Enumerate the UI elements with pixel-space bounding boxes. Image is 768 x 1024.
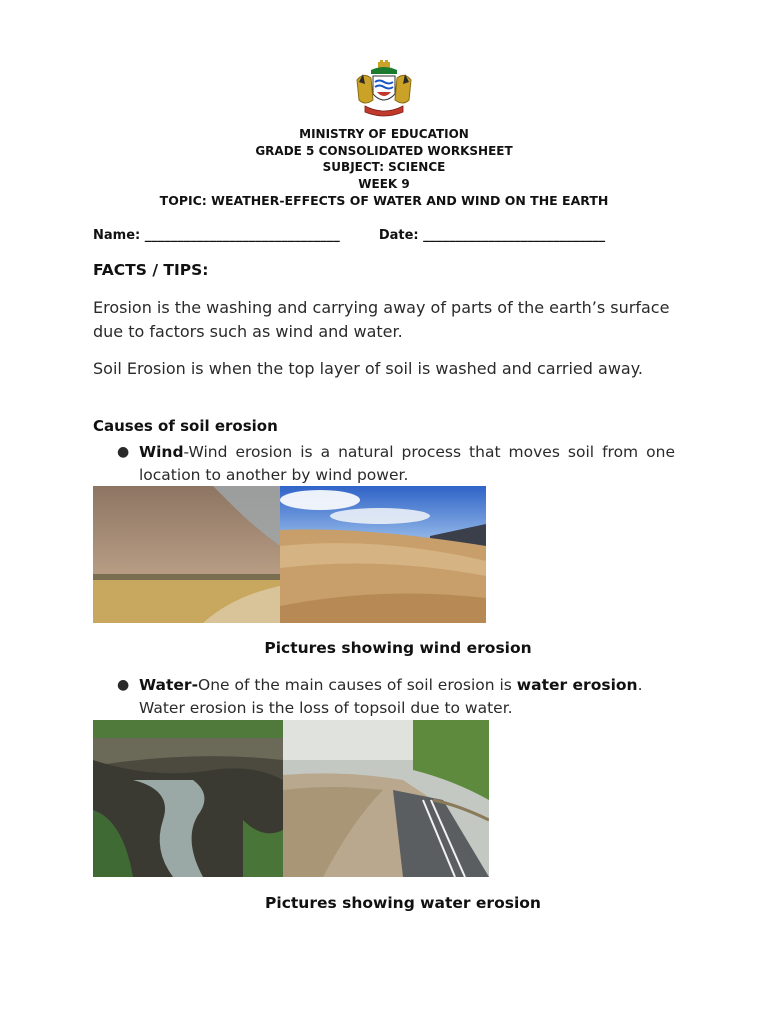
wind-term: Wind (139, 443, 184, 461)
date-field[interactable]: ____________________________ (423, 228, 606, 243)
water-bullet (117, 674, 675, 720)
dust-storm-photo (93, 486, 280, 623)
soil-erosion-definition: Soil Erosion is when the top layer of soil is washed and carried away. (93, 359, 643, 378)
water-description-a: One of the main causes of soil erosion is (198, 676, 517, 694)
week-line: WEEK 9 (358, 177, 410, 191)
subject-line: SUBJECT: SCIENCE (322, 160, 446, 174)
water-erosion-term: water erosion (516, 676, 638, 694)
bullet-icon: ● (117, 677, 130, 693)
name-label: Name: (93, 228, 141, 243)
date-label: Date: (378, 228, 419, 243)
worksheet-title: GRADE 5 CONSOLIDATED WORKSHEET (255, 144, 513, 158)
water-caption: Pictures showing water erosion (265, 894, 541, 912)
ministry-title: MINISTRY OF EDUCATION (299, 127, 469, 141)
wind-description: -Wind erosion is a natural process that moves soil from one location to another by wind power. (139, 443, 675, 484)
water-description-b: . Water erosion is the loss of topsoil due to water. (139, 676, 643, 717)
causes-heading: Causes of soil erosion (93, 417, 278, 435)
erosion-definition: Erosion is the washing and carrying away of parts of the earth’s surface due to factors such as wind and water. (93, 298, 670, 341)
bullet-icon: ● (117, 444, 130, 460)
topic-line: TOPIC: WEATHER-EFFECTS OF WATER AND WIND ON THE EARTH (159, 193, 609, 208)
road-flood-photo (283, 720, 489, 877)
wind-bullet (117, 441, 675, 487)
water-term: Water- (139, 676, 199, 694)
name-field[interactable]: ______________________________ (144, 228, 340, 243)
wind-caption: Pictures showing wind erosion (264, 639, 532, 657)
coat-of-arms-icon (353, 60, 415, 120)
name-date-row (93, 228, 605, 243)
facts-heading: FACTS / TIPS: (93, 261, 209, 279)
gully-erosion-photo (93, 720, 283, 877)
sand-blowing-photo (280, 486, 486, 623)
